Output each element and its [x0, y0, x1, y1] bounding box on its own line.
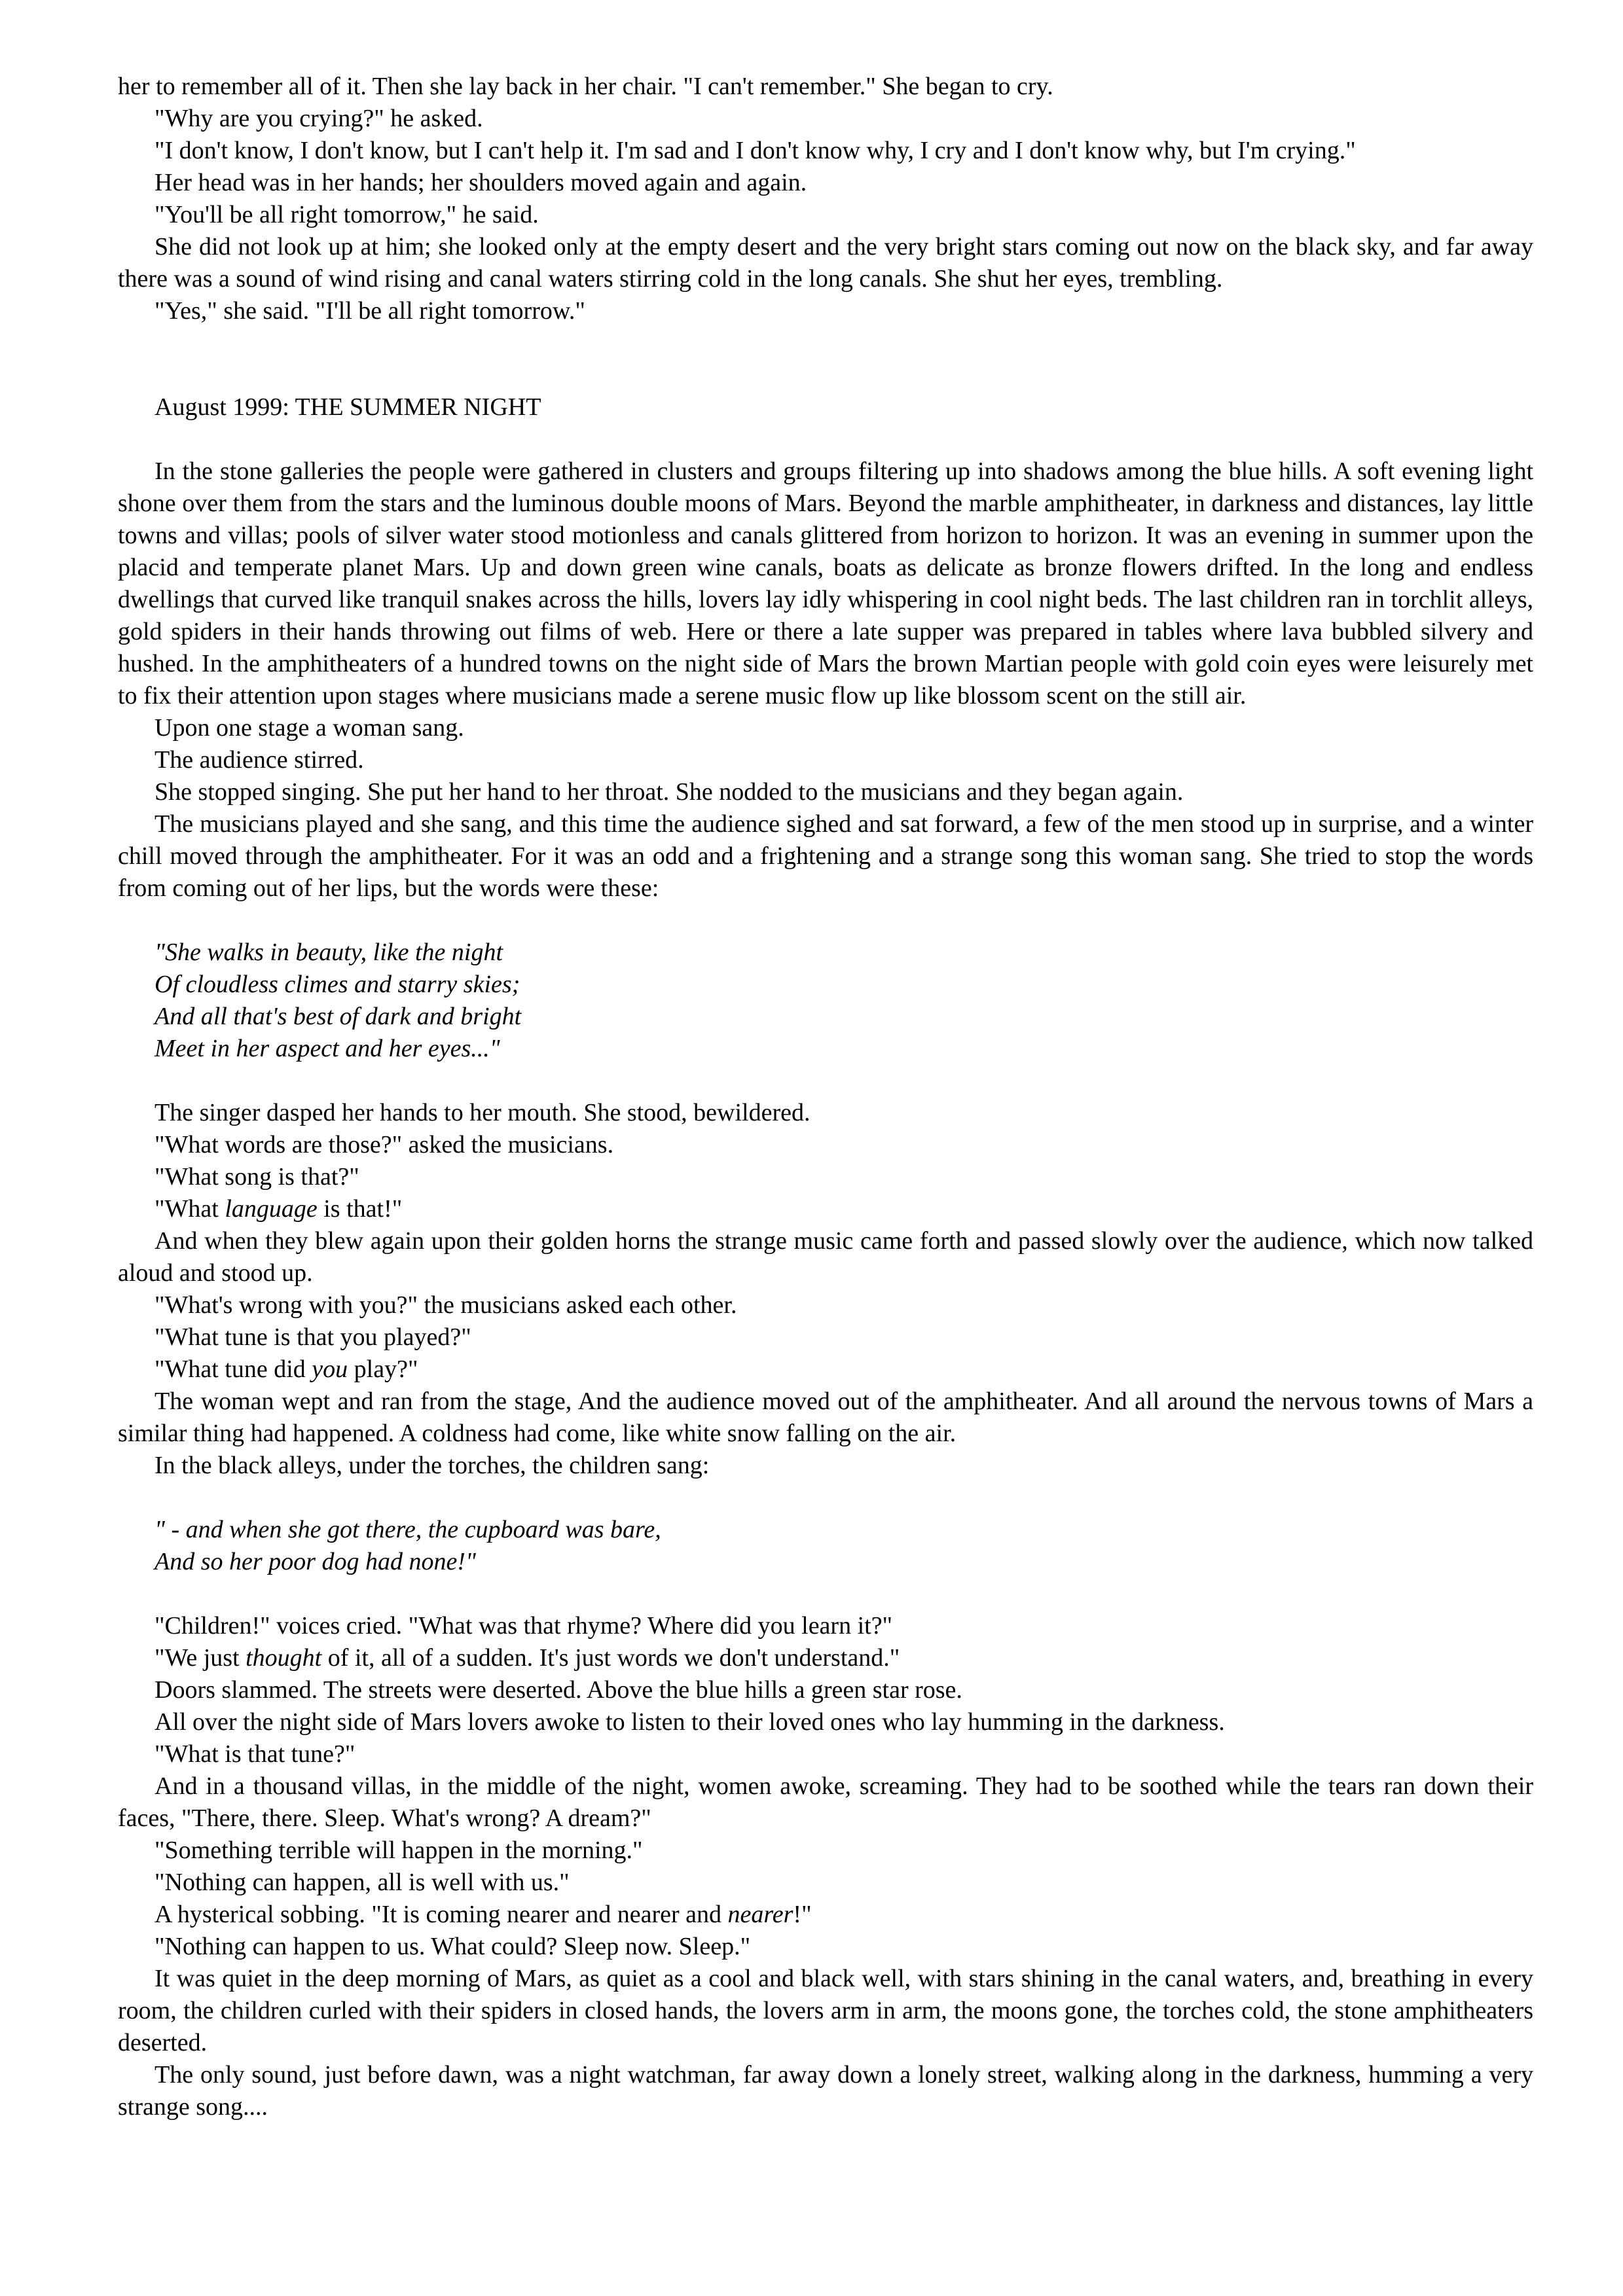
section-spacer	[118, 905, 1533, 937]
chapter-heading: August 1999: THE SUMMER NIGHT	[155, 393, 541, 421]
text-run: is that!"	[317, 1195, 403, 1223]
paragraph: "What tune is that you played?"	[155, 1323, 471, 1351]
paragraph: "What is that tune?"	[155, 1740, 356, 1768]
text-run: "What	[155, 1195, 225, 1223]
paragraph	[118, 1899, 1533, 1931]
paragraph: Upon one stage a woman sang.	[155, 714, 464, 742]
verse-line: " - and when she got there, the cupboard was bare,	[155, 1516, 661, 1543]
text-run: "We just	[155, 1644, 246, 1672]
paragraph: She did not look up at him; she looked only at the empty desert and the very bright stars coming out now on the black sky, and far away there was a sound of wind rising and canal waters stirring cold in the long canals. She shut her eyes, trembling.	[118, 233, 1533, 293]
emphasis-text: thought	[246, 1644, 322, 1672]
paragraph: The audience stirred.	[155, 746, 364, 774]
section-spacer	[118, 1578, 1533, 1610]
paragraph	[118, 1642, 1533, 1674]
paragraph: The only sound, just before dawn, was a night watchman, far away down a lonely street, walking along in the darkness, humming a very strange song....	[118, 2061, 1533, 2121]
paragraph: The musicians played and she sang, and this time the audience sighed and sat forward, a few of the men stood up in surprise, and a winter chill moved through the amphitheater. For it was an odd and a frightening and a strange song this woman sang. She tried to stop the words from coming out of her lips, but the words were these:	[118, 810, 1533, 902]
paragraph: "You'll be all right tomorrow," he said.	[155, 201, 539, 228]
verse-line: Of cloudless climes and starry skies;	[155, 971, 520, 998]
emphasis-text: you	[312, 1355, 348, 1383]
paragraph: "Why are you crying?" he asked.	[155, 105, 483, 132]
text-run: of it, all of a sudden. It's just words we don't understand."	[321, 1644, 900, 1672]
paragraph: The singer dasped her hands to her mouth. She stood, bewildered.	[155, 1099, 811, 1126]
paragraph: "Children!" voices cried. "What was that rhyme? Where did you learn it?"	[155, 1612, 893, 1640]
paragraph	[118, 1354, 1533, 1386]
document-page	[118, 71, 1533, 2123]
text-run: !"	[793, 1901, 812, 1928]
text-run: A hysterical sobbing. "It is coming nearer and nearer and	[155, 1901, 728, 1928]
paragraph: "Nothing can happen, all is well with us."	[155, 1869, 570, 1896]
paragraph: "I don't know, I don't know, but I can't help it. I'm sad and I don't know why, I cry and I don't know why, but I'm crying."	[155, 137, 1356, 164]
paragraph	[118, 1193, 1533, 1225]
paragraph: "Yes," she said. "I'll be all right tomorrow."	[155, 297, 585, 325]
section-spacer	[118, 1482, 1533, 1514]
paragraph: "Something terrible will happen in the morning."	[155, 1837, 643, 1864]
paragraph: And in a thousand villas, in the middle of the night, women awoke, screaming. They had to be soothed while the tears ran down their faces, "There, there. Sleep. What's wrong? A dream?"	[118, 1772, 1533, 1832]
paragraph: It was quiet in the deep morning of Mars, as quiet as a cool and black well, with stars shining in the canal waters, and, breathing in every room, the children curled with their spiders in closed hands, the lovers arm in arm, the moons gone, the torches cold, the stone amphitheaters deserted.	[118, 1965, 1533, 2056]
paragraph: "What words are those?" asked the musicians.	[155, 1131, 614, 1158]
paragraph: "Nothing can happen to us. What could? Sleep now. Sleep."	[155, 1933, 751, 1960]
verse-line: And so her poor dog had none!"	[155, 1548, 476, 1575]
paragraph: her to remember all of it. Then she lay back in her chair. "I can't remember." She began to cry.	[118, 73, 1053, 100]
emphasis-text: nearer	[727, 1901, 793, 1928]
paragraph: "What's wrong with you?" the musicians asked each other.	[155, 1291, 737, 1319]
paragraph: Her head was in her hands; her shoulders moved again and again.	[155, 169, 807, 196]
verse-line: Meet in her aspect and her eyes..."	[155, 1035, 500, 1062]
section-spacer	[118, 1065, 1533, 1097]
section-spacer	[118, 327, 1533, 391]
verse-line: And all that's best of dark and bright	[155, 1003, 522, 1030]
verse-line: "She walks in beauty, like the night	[155, 939, 503, 966]
paragraph: In the stone galleries the people were gathered in clusters and groups filtering up into shadows among the blue hills. A soft evening light shone over them from the stars and the luminous double moons of Mars. Beyond the marble amphitheater, in darkness and distances, lay little towns and villas; pools of silver water stood motionless and canals glittered from horizon to horizon. It was an evening in summer upon the placid and temperate planet Mars. Up and down green wine canals, boats as delicate as bronze flowers drifted. In the long and endless dwellings that curved like tranquil snakes across the hills, lovers lay idly whispering in cool night beds. The last children ran in torchlit alleys, gold spiders in their hands throwing out films of web. Here or there a late supper was prepared in tables where lava bubbled silvery and hushed. In the amphitheaters of a hundred towns on the night side of Mars the brown Martian people with gold coin eyes were leisurely met to fix their attention upon stages where musicians made a serene music flow up like blossom scent on the still air.	[118, 457, 1533, 709]
emphasis-text: language	[225, 1195, 318, 1223]
paragraph: "What song is that?"	[155, 1163, 359, 1191]
text-run: "What tune did	[155, 1355, 312, 1383]
paragraph: The woman wept and ran from the stage, And the audience moved out of the amphitheater. And all around the nervous towns of Mars a similar thing had happened. A coldness had come, like white snow falling on the air.	[118, 1388, 1533, 1447]
paragraph: In the black alleys, under the torches, the children sang:	[155, 1452, 710, 1479]
paragraph: Doors slammed. The streets were deserted. Above the blue hills a green star rose.	[155, 1676, 962, 1704]
section-spacer	[118, 423, 1533, 456]
paragraph: And when they blew again upon their golden horns the strange music came forth and passed slowly over the audience, which now talked aloud and stood up.	[118, 1227, 1533, 1287]
paragraph: She stopped singing. She put her hand to her throat. She nodded to the musicians and they began again.	[155, 778, 1184, 806]
text-run: play?"	[348, 1355, 418, 1383]
paragraph: All over the night side of Mars lovers awoke to listen to their loved ones who lay humming in the darkness.	[155, 1708, 1225, 1736]
